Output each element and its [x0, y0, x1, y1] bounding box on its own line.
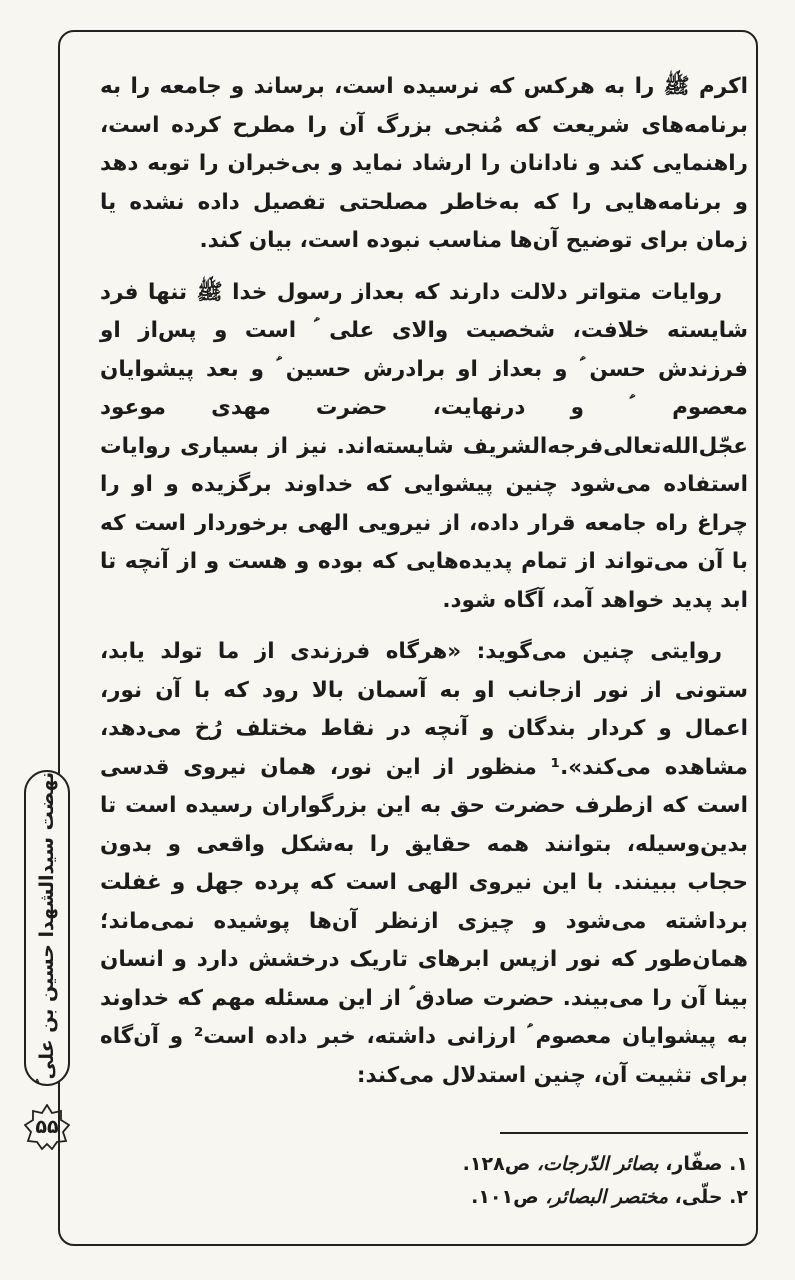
- footnote-2-number: ۲.: [729, 1186, 748, 1208]
- footnote-1-page: ص۱۲۸.: [462, 1153, 531, 1175]
- page-number-badge: [24, 1104, 70, 1150]
- paragraph-2: روایات متواتر دلالت دارند که بعداز رسول خدا ﷺ تنها فرد شایسته خلافت، شخصیت والای علی ؑ است و پس‌از او فرزندش حسن ؑ و بعداز او برادرش حسین ؑ و بعد پیشوایان معصوم ؑ و درنهایت، حضرت مهدی موعود عجّل‌الله‌تعالی‌فرجه‌الشریف شایسته‌اند. نیز از بسیاری روایات استفاده می‌شود چنین پیشوایی که خداوند برگزیده و او را چراغ راه جامعه قرار داده، از نیرویی الهی برخوردار است که با آن می‌تواند از تمام پدیده‌هایی که بوده و هست و از آنچه تا ابد پدید خواهد آمد، آگاه شود.: [100, 279, 748, 613]
- page-number: ۵۵: [35, 1116, 59, 1138]
- paragraph-3: روایتی چنین می‌گوید: «هرگاه فرزندی از ما تولد یابد، ستونی از نور ازجانب او به آسمان بالا رود که با آن نور، اعمال و کردار بندگان و آنچه در نقاط مختلف رُخ می‌دهد، مشاهده می‌کند».¹ منظور از این نور، همان نیروی قدسی است که ازطرف حضرت حق به این بزرگواران رسیده است تا بدین‌وسیله، بتوانند همه حقایق را به‌شکل واقعی و بدون حجاب ببینند. با این نیروی الهی است که پرده جهل و غفلت برداشته می‌شود و چیزی ازنظر آن‌ها پوشیده نمی‌ماند؛ همان‌طور که نور ازپس ابرهای تاریک درخشش دارد و انسان بینا آن را می‌بیند. حضرت صادق ؑ از این مسئله مهم که خداوند به پیشوایان معصوم ؑ ارزانی داشته، خبر داده است² و آن‌گاه برای تثبیت آن، چنین استدلال می‌کند:: [100, 639, 748, 1088]
- footnote-1: [120, 1148, 748, 1181]
- page-body: [100, 68, 748, 1108]
- running-title: نهضت سیدالشهدا حسین بن علی ؑ: [36, 771, 58, 1085]
- footnote-1-number: ۱.: [729, 1153, 748, 1175]
- footnote-separator: [500, 1132, 748, 1134]
- footnote-2-source: مختصر البصائر،: [545, 1186, 669, 1208]
- footnotes: [120, 1148, 748, 1214]
- paragraph-1: اکرم ﷺ را به هرکس که نرسیده است، برساند و جامعه را به برنامه‌های شریعت که مُنجی بزرگ آن را مطرح کرده است، راهنمایی کند و نادانان را ارشاد نماید و بی‌خبران را توبه دهد و برنامه‌هایی را که به‌خاطر مصلحتی تفصیل داده نشده یا زمان برای توضیح آن‌ها مناسب نبوده است، بیان کند.: [100, 74, 748, 253]
- footnote-1-author: صفّار،: [665, 1153, 723, 1175]
- footnote-2-page: ص۱۰۱.: [471, 1186, 539, 1208]
- running-title-tab: [24, 770, 70, 1086]
- footnote-2: [120, 1181, 748, 1214]
- footnote-1-source: بصائر الدّرجات،: [536, 1153, 659, 1175]
- footnote-2-author: حلّی،: [674, 1186, 723, 1208]
